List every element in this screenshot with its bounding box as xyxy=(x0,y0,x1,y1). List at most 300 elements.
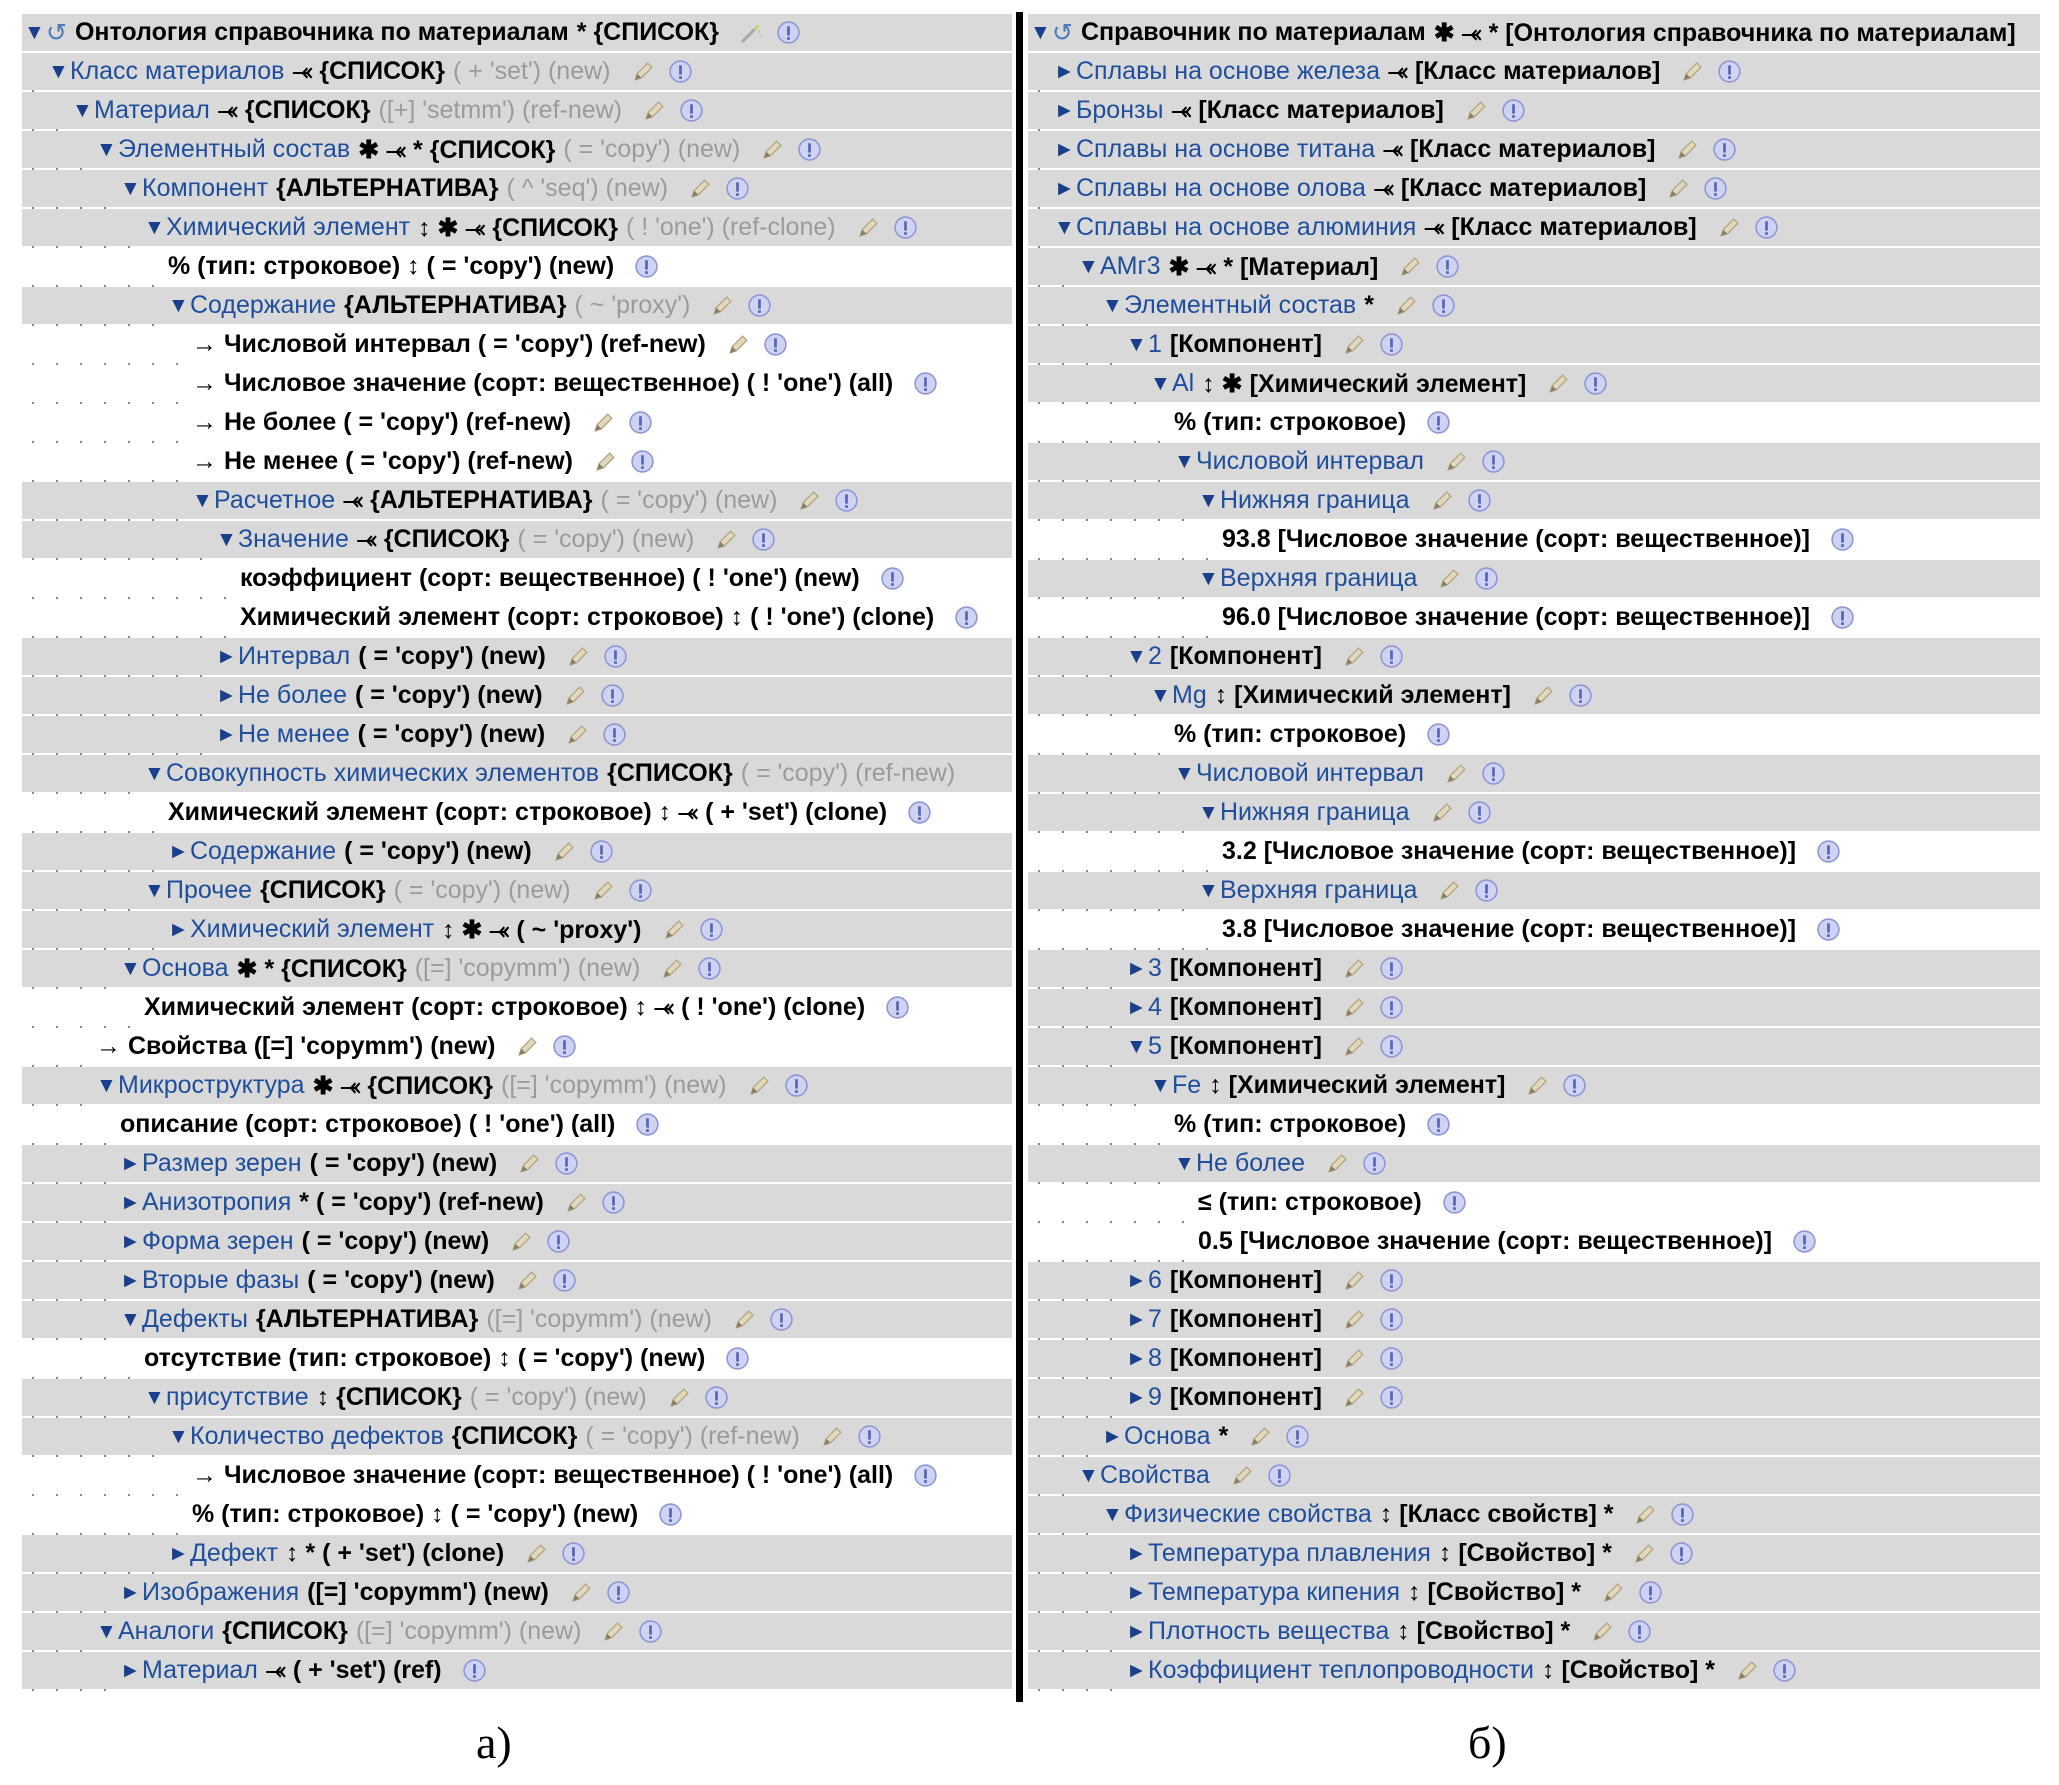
pencil-icon[interactable] xyxy=(1342,1307,1367,1332)
tree-node-онтология-справочника-по-материалам[interactable] xyxy=(22,14,1012,51)
info-icon[interactable] xyxy=(630,449,655,474)
expand-triangle-icon[interactable]: ▼ xyxy=(72,98,93,122)
node-name[interactable]: Химический элемент xyxy=(190,915,435,943)
info-icon[interactable] xyxy=(1481,449,1506,474)
expand-triangle-icon[interactable]: ▼ xyxy=(1174,449,1195,473)
info-icon[interactable] xyxy=(893,215,918,240)
expand-triangle-icon[interactable]: ▼ xyxy=(144,761,165,785)
info-icon[interactable] xyxy=(913,371,938,396)
collapse-triangle-icon[interactable]: ► xyxy=(1126,1619,1147,1643)
node-name[interactable]: Физические свойства xyxy=(1124,1500,1372,1528)
info-icon[interactable] xyxy=(1379,644,1404,669)
info-icon[interactable] xyxy=(679,98,704,123)
pencil-icon[interactable] xyxy=(856,215,881,240)
info-icon[interactable] xyxy=(1792,1229,1817,1254)
pencil-icon[interactable] xyxy=(797,488,822,513)
tree-node-2[interactable] xyxy=(1028,638,2040,675)
pencil-icon[interactable] xyxy=(1342,1034,1367,1059)
node-name[interactable]: Содержание xyxy=(190,291,337,319)
pencil-icon[interactable] xyxy=(1590,1619,1615,1644)
pencil-icon[interactable] xyxy=(747,1073,772,1098)
pencil-icon[interactable] xyxy=(509,1229,534,1254)
tree-node-химический-элемент[interactable] xyxy=(22,911,1012,948)
info-icon[interactable] xyxy=(1435,254,1460,279)
info-icon[interactable] xyxy=(1379,1346,1404,1371)
info-icon[interactable] xyxy=(907,800,932,825)
tree-leaf-тип-строковое[interactable] xyxy=(1028,1106,2040,1143)
info-icon[interactable] xyxy=(1816,839,1841,864)
expand-triangle-icon[interactable]: ▼ xyxy=(48,59,69,83)
tree-node-материал[interactable] xyxy=(22,1652,1012,1689)
node-name[interactable]: Материал xyxy=(94,96,210,124)
node-name[interactable]: Вторые фазы xyxy=(142,1266,300,1294)
tree-node-размер-зерен[interactable] xyxy=(22,1145,1012,1182)
collapse-triangle-icon[interactable]: ► xyxy=(1102,1424,1123,1448)
collapse-triangle-icon[interactable]: ► xyxy=(120,1151,141,1175)
pencil-icon[interactable] xyxy=(714,527,739,552)
expand-triangle-icon[interactable]: ▼ xyxy=(1102,1502,1123,1526)
tree-leaf-свойства-copymm-n[interactable] xyxy=(22,1028,1012,1065)
info-icon[interactable] xyxy=(880,566,905,591)
expand-triangle-icon[interactable]: ▼ xyxy=(96,137,117,161)
expand-triangle-icon[interactable]: ▼ xyxy=(96,1619,117,1643)
node-name[interactable]: Плотность вещества xyxy=(1148,1617,1390,1645)
pencil-icon[interactable] xyxy=(517,1151,542,1176)
pencil-icon[interactable] xyxy=(631,59,656,84)
collapse-triangle-icon[interactable]: ► xyxy=(216,722,237,746)
wand-icon[interactable] xyxy=(739,20,764,45)
info-icon[interactable] xyxy=(1285,1424,1310,1449)
info-icon[interactable] xyxy=(589,839,614,864)
pencil-icon[interactable] xyxy=(642,98,667,123)
pencil-icon[interactable] xyxy=(732,1307,757,1332)
pencil-icon[interactable] xyxy=(1394,293,1419,318)
info-icon[interactable] xyxy=(1379,1385,1404,1410)
node-name[interactable]: Свойства xyxy=(1100,1461,1210,1489)
pencil-icon[interactable] xyxy=(660,956,685,981)
tree-node-сплавы-на-основе-железа[interactable] xyxy=(1028,53,2040,90)
tree-node-значение[interactable] xyxy=(22,521,1012,558)
info-icon[interactable] xyxy=(1816,917,1841,942)
pencil-icon[interactable] xyxy=(1444,761,1469,786)
expand-triangle-icon[interactable]: ▼ xyxy=(96,1073,117,1097)
expand-triangle-icon[interactable]: ▼ xyxy=(1126,332,1147,356)
node-name[interactable]: Значение xyxy=(238,525,349,553)
node-name[interactable]: Расчетное xyxy=(214,486,336,514)
node-name[interactable]: Размер зерен xyxy=(142,1149,302,1177)
tree-node-элементный-состав[interactable] xyxy=(1028,287,2040,324)
tree-node-микроструктура[interactable] xyxy=(22,1067,1012,1104)
pencil-icon[interactable] xyxy=(1342,956,1367,981)
pencil-icon[interactable] xyxy=(601,1619,626,1644)
node-name[interactable]: Класс материалов xyxy=(70,57,285,85)
pencil-icon[interactable] xyxy=(667,1385,692,1410)
node-name[interactable]: Содержание xyxy=(190,837,337,865)
tree-leaf-0-5-числовое-значение-сорт[interactable] xyxy=(1028,1223,2040,1260)
pencil-icon[interactable] xyxy=(1437,878,1462,903)
expand-triangle-icon[interactable]: ▼ xyxy=(144,215,165,239)
tree-leaf-96-0-числовое-значение-сор[interactable] xyxy=(1028,599,2040,636)
tree-leaf-химический-элемент-сорт-ст[interactable] xyxy=(22,989,1012,1026)
node-name[interactable]: 3 xyxy=(1148,954,1162,982)
info-icon[interactable] xyxy=(1712,137,1737,162)
tree-node-количество-дефектов[interactable] xyxy=(22,1418,1012,1455)
pencil-icon[interactable] xyxy=(688,176,713,201)
info-icon[interactable] xyxy=(885,995,910,1020)
tree-node-верхняя-граница[interactable] xyxy=(1028,560,2040,597)
node-name[interactable]: Не менее xyxy=(238,720,350,748)
info-icon[interactable] xyxy=(546,1229,571,1254)
expand-triangle-icon[interactable]: ▼ xyxy=(1198,566,1219,590)
tree-leaf-химический-элемент-сорт-ст[interactable] xyxy=(22,794,1012,831)
pencil-icon[interactable] xyxy=(515,1034,540,1059)
tree-node-1[interactable] xyxy=(1028,326,2040,363)
node-name[interactable]: Химический элемент xyxy=(166,213,411,241)
tree-node-физические-свойства[interactable] xyxy=(1028,1496,2040,1533)
tree-node-основа[interactable] xyxy=(22,950,1012,987)
collapse-triangle-icon[interactable]: ► xyxy=(1054,137,1075,161)
info-icon[interactable] xyxy=(704,1385,729,1410)
info-icon[interactable] xyxy=(1638,1580,1663,1605)
pencil-icon[interactable] xyxy=(1342,1385,1367,1410)
info-icon[interactable] xyxy=(1583,371,1608,396)
info-icon[interactable] xyxy=(628,878,653,903)
info-icon[interactable] xyxy=(834,488,859,513)
tree-node-аналоги[interactable] xyxy=(22,1613,1012,1650)
pencil-icon[interactable] xyxy=(1430,800,1455,825)
pencil-icon[interactable] xyxy=(566,644,591,669)
pencil-icon[interactable] xyxy=(569,1580,594,1605)
expand-triangle-icon[interactable]: ▼ xyxy=(1102,293,1123,317)
info-icon[interactable] xyxy=(725,176,750,201)
pencil-icon[interactable] xyxy=(591,878,616,903)
info-icon[interactable] xyxy=(638,1619,663,1644)
node-name[interactable]: Не более xyxy=(1196,1149,1305,1177)
refresh-icon[interactable]: ↺ xyxy=(46,18,67,47)
tree-node-fe[interactable] xyxy=(1028,1067,2040,1104)
collapse-triangle-icon[interactable]: ► xyxy=(216,683,237,707)
pencil-icon[interactable] xyxy=(1342,1346,1367,1371)
expand-triangle-icon[interactable]: ▼ xyxy=(1150,371,1171,395)
info-icon[interactable] xyxy=(1568,683,1593,708)
pencil-icon[interactable] xyxy=(1531,683,1556,708)
expand-triangle-icon[interactable]: ▼ xyxy=(168,1424,189,1448)
info-icon[interactable] xyxy=(1426,410,1451,435)
tree-node-верхняя-граница[interactable] xyxy=(1028,872,2040,909)
tree-leaf-тип-строковое[interactable] xyxy=(1028,1184,2040,1221)
info-icon[interactable] xyxy=(776,20,801,45)
info-icon[interactable] xyxy=(552,1268,577,1293)
pencil-icon[interactable] xyxy=(1248,1424,1273,1449)
collapse-triangle-icon[interactable]: ► xyxy=(1126,1541,1147,1565)
node-name[interactable]: Аналоги xyxy=(118,1617,215,1645)
tree-leaf-числовой-интервал-cop[interactable] xyxy=(22,326,1012,363)
tree-node-вторые-фазы[interactable] xyxy=(22,1262,1012,1299)
tree-node-нижняя-граница[interactable] xyxy=(1028,482,2040,519)
tree-node-материал[interactable] xyxy=(22,92,1012,129)
node-name[interactable]: Элементный состав xyxy=(118,135,351,163)
tree-node-8[interactable] xyxy=(1028,1340,2040,1377)
tree-node-не-менее[interactable] xyxy=(22,716,1012,753)
collapse-triangle-icon[interactable]: ► xyxy=(1126,1658,1147,1682)
pencil-icon[interactable] xyxy=(1342,644,1367,669)
tree-leaf-тип-строковое[interactable] xyxy=(1028,716,2040,753)
node-name[interactable]: Форма зерен xyxy=(142,1227,294,1255)
expand-triangle-icon[interactable]: ▼ xyxy=(1078,254,1099,278)
info-icon[interactable] xyxy=(697,956,722,981)
pencil-icon[interactable] xyxy=(710,293,735,318)
expand-triangle-icon[interactable]: ▼ xyxy=(1198,800,1219,824)
info-icon[interactable] xyxy=(606,1580,631,1605)
node-name[interactable]: Сплавы на основе титана xyxy=(1076,135,1376,163)
expand-triangle-icon[interactable]: ▼ xyxy=(1150,683,1171,707)
pencil-icon[interactable] xyxy=(1675,137,1700,162)
pencil-icon[interactable] xyxy=(1735,1658,1760,1683)
expand-triangle-icon[interactable]: ▼ xyxy=(1126,644,1147,668)
collapse-triangle-icon[interactable]: ► xyxy=(1126,956,1147,980)
pencil-icon[interactable] xyxy=(1398,254,1423,279)
tree-node-al[interactable] xyxy=(1028,365,2040,402)
node-name[interactable]: Числовой интервал xyxy=(1196,447,1424,475)
pencil-icon[interactable] xyxy=(662,917,687,942)
tree-leaf-тип-строковое-co[interactable] xyxy=(22,1496,1012,1533)
info-icon[interactable] xyxy=(1379,995,1404,1020)
collapse-triangle-icon[interactable]: ► xyxy=(1054,98,1075,122)
info-icon[interactable] xyxy=(1267,1463,1292,1488)
tree-node-бронзы[interactable] xyxy=(1028,92,2040,129)
expand-triangle-icon[interactable]: ▼ xyxy=(1150,1073,1171,1097)
info-icon[interactable] xyxy=(634,254,659,279)
collapse-triangle-icon[interactable]: ► xyxy=(1126,1268,1147,1292)
info-icon[interactable] xyxy=(699,917,724,942)
expand-triangle-icon[interactable]: ▼ xyxy=(1198,878,1219,902)
info-icon[interactable] xyxy=(1830,605,1855,630)
info-icon[interactable] xyxy=(552,1034,577,1059)
tree-node-присутствие[interactable] xyxy=(22,1379,1012,1416)
tree-node-6[interactable] xyxy=(1028,1262,2040,1299)
node-name[interactable]: Онтология справочника по материалам xyxy=(74,18,569,46)
tree-leaf-числовое-значение-сорт-в[interactable] xyxy=(22,365,1012,402)
tree-node-числовой-интервал[interactable] xyxy=(1028,443,2040,480)
collapse-triangle-icon[interactable]: ► xyxy=(168,917,189,941)
tree-node-3[interactable] xyxy=(1028,950,2040,987)
info-icon[interactable] xyxy=(1474,566,1499,591)
info-icon[interactable] xyxy=(561,1541,586,1566)
pencil-icon[interactable] xyxy=(1437,566,1462,591)
pencil-icon[interactable] xyxy=(1342,332,1367,357)
expand-triangle-icon[interactable]: ▼ xyxy=(192,488,213,512)
node-name[interactable]: Дефекты xyxy=(142,1305,248,1333)
node-name[interactable]: Основа xyxy=(1124,1422,1211,1450)
info-icon[interactable] xyxy=(1474,878,1499,903)
pencil-icon[interactable] xyxy=(1546,371,1571,396)
collapse-triangle-icon[interactable]: ► xyxy=(1126,1385,1147,1409)
pencil-icon[interactable] xyxy=(1430,488,1455,513)
pencil-icon[interactable] xyxy=(552,839,577,864)
pencil-icon[interactable] xyxy=(593,449,618,474)
collapse-triangle-icon[interactable]: ► xyxy=(216,644,237,668)
pencil-icon[interactable] xyxy=(564,1190,589,1215)
info-icon[interactable] xyxy=(658,1502,683,1527)
tree-node-основа[interactable] xyxy=(1028,1418,2040,1455)
node-name[interactable]: Температура кипения xyxy=(1148,1578,1401,1606)
info-icon[interactable] xyxy=(913,1463,938,1488)
tree-leaf-3-2-числовое-значение-сорт[interactable] xyxy=(1028,833,2040,870)
info-icon[interactable] xyxy=(668,59,693,84)
tree-node-элементный-состав[interactable] xyxy=(22,131,1012,168)
expand-triangle-icon[interactable]: ▼ xyxy=(144,878,165,902)
collapse-triangle-icon[interactable]: ► xyxy=(1054,176,1075,200)
tree-leaf-не-менее-copy-ref[interactable] xyxy=(22,443,1012,480)
info-icon[interactable] xyxy=(1442,1190,1467,1215)
node-name[interactable]: Не более xyxy=(238,681,347,709)
expand-triangle-icon[interactable]: ▼ xyxy=(120,176,141,200)
info-icon[interactable] xyxy=(1627,1619,1652,1644)
node-name[interactable]: Микроструктура xyxy=(118,1071,305,1099)
tree-node-сплавы-на-основе-титана[interactable] xyxy=(1028,131,2040,168)
node-name[interactable]: Al xyxy=(1172,369,1195,397)
expand-triangle-icon[interactable]: ▼ xyxy=(120,956,141,980)
info-icon[interactable] xyxy=(1830,527,1855,552)
pencil-icon[interactable] xyxy=(820,1424,845,1449)
node-name[interactable]: Fe xyxy=(1172,1071,1202,1099)
collapse-triangle-icon[interactable]: ► xyxy=(1126,1307,1147,1331)
info-icon[interactable] xyxy=(1467,800,1492,825)
info-icon[interactable] xyxy=(1754,215,1779,240)
tree-node-прочее[interactable] xyxy=(22,872,1012,909)
tree-node-форма-зерен[interactable] xyxy=(22,1223,1012,1260)
expand-triangle-icon[interactable]: ▼ xyxy=(168,293,189,317)
info-icon[interactable] xyxy=(747,293,772,318)
tree-node-дефекты[interactable] xyxy=(22,1301,1012,1338)
pencil-icon[interactable] xyxy=(1230,1463,1255,1488)
node-name[interactable]: Компонент xyxy=(142,174,269,202)
pencil-icon[interactable] xyxy=(515,1268,540,1293)
tree-node-амг3[interactable] xyxy=(1028,248,2040,285)
info-icon[interactable] xyxy=(1703,176,1728,201)
node-name[interactable]: Нижняя граница xyxy=(1220,486,1410,514)
info-icon[interactable] xyxy=(1362,1151,1387,1176)
pencil-icon[interactable] xyxy=(760,137,785,162)
node-name[interactable]: Количество дефектов xyxy=(190,1422,444,1450)
node-name[interactable]: 2 xyxy=(1148,642,1162,670)
node-name[interactable]: Сплавы на основе железа xyxy=(1076,57,1381,85)
pencil-icon[interactable] xyxy=(1525,1073,1550,1098)
node-name[interactable]: Материал xyxy=(142,1656,258,1684)
tree-leaf-отсутствие-тип-строковое[interactable] xyxy=(22,1340,1012,1377)
pencil-icon[interactable] xyxy=(563,683,588,708)
pencil-icon[interactable] xyxy=(1717,215,1742,240)
tree-node-9[interactable] xyxy=(1028,1379,2040,1416)
expand-triangle-icon[interactable]: ▼ xyxy=(1030,20,1051,44)
expand-triangle-icon[interactable]: ▼ xyxy=(1054,215,1075,239)
tree-leaf-тип-строковое[interactable] xyxy=(1028,404,2040,441)
node-name[interactable]: Числовой интервал xyxy=(1196,759,1424,787)
pencil-icon[interactable] xyxy=(1633,1502,1658,1527)
node-name[interactable]: 8 xyxy=(1148,1344,1162,1372)
info-icon[interactable] xyxy=(1426,722,1451,747)
expand-triangle-icon[interactable]: ▼ xyxy=(144,1385,165,1409)
node-name[interactable]: Основа xyxy=(142,954,229,982)
info-icon[interactable] xyxy=(1379,1268,1404,1293)
info-icon[interactable] xyxy=(1379,1034,1404,1059)
expand-triangle-icon[interactable]: ▼ xyxy=(1078,1463,1099,1487)
pencil-icon[interactable] xyxy=(1666,176,1691,201)
node-name[interactable]: Сплавы на основе алюминия xyxy=(1076,213,1417,241)
node-name[interactable]: Интервал xyxy=(238,642,351,670)
tree-node-сплавы-на-основе-олова[interactable] xyxy=(1028,170,2040,207)
info-icon[interactable] xyxy=(1772,1658,1797,1683)
info-icon[interactable] xyxy=(1670,1502,1695,1527)
expand-triangle-icon[interactable]: ▼ xyxy=(24,20,45,44)
tree-node-7[interactable] xyxy=(1028,1301,2040,1338)
info-icon[interactable] xyxy=(1379,956,1404,981)
info-icon[interactable] xyxy=(635,1112,660,1137)
node-name[interactable]: присутствие xyxy=(166,1383,309,1411)
node-name[interactable]: Нижняя граница xyxy=(1220,798,1410,826)
info-icon[interactable] xyxy=(725,1346,750,1371)
pencil-icon[interactable] xyxy=(1632,1541,1657,1566)
info-icon[interactable] xyxy=(1481,761,1506,786)
expand-triangle-icon[interactable]: ▼ xyxy=(1126,1034,1147,1058)
info-icon[interactable] xyxy=(1379,332,1404,357)
tree-node-плотность-вещества[interactable] xyxy=(1028,1613,2040,1650)
node-name[interactable]: Mg xyxy=(1172,681,1207,709)
node-name[interactable]: 6 xyxy=(1148,1266,1162,1294)
expand-triangle-icon[interactable]: ▼ xyxy=(216,527,237,551)
collapse-triangle-icon[interactable]: ► xyxy=(1054,59,1075,83)
info-icon[interactable] xyxy=(600,683,625,708)
tree-node-расчетное[interactable] xyxy=(22,482,1012,519)
node-name[interactable]: Прочее xyxy=(166,876,253,904)
pencil-icon[interactable] xyxy=(1464,98,1489,123)
info-icon[interactable] xyxy=(1426,1112,1451,1137)
tree-node-температура-кипения[interactable] xyxy=(1028,1574,2040,1611)
info-icon[interactable] xyxy=(1467,488,1492,513)
info-icon[interactable] xyxy=(769,1307,794,1332)
tree-leaf-3-8-числовое-значение-сорт[interactable] xyxy=(1028,911,2040,948)
info-icon[interactable] xyxy=(954,605,979,630)
tree-node-содержание[interactable] xyxy=(22,287,1012,324)
tree-node-свойства[interactable] xyxy=(1028,1457,2040,1494)
tree-node-анизотропия[interactable] xyxy=(22,1184,1012,1221)
tree-node-интервал[interactable] xyxy=(22,638,1012,675)
node-name[interactable]: Анизотропия xyxy=(142,1188,292,1216)
node-name[interactable]: Дефект xyxy=(190,1539,278,1567)
tree-node-4[interactable] xyxy=(1028,989,2040,1026)
tree-node-изображения[interactable] xyxy=(22,1574,1012,1611)
expand-triangle-icon[interactable]: ▼ xyxy=(1174,761,1195,785)
tree-node-5[interactable] xyxy=(1028,1028,2040,1065)
tree-node-совокупность-химических-элементов[interactable] xyxy=(22,755,1012,792)
info-icon[interactable] xyxy=(763,332,788,357)
info-icon[interactable] xyxy=(1669,1541,1694,1566)
node-name[interactable]: Элементный состав xyxy=(1124,291,1357,319)
tree-node-дефект[interactable] xyxy=(22,1535,1012,1572)
tree-leaf-тип-строковое-co[interactable] xyxy=(22,248,1012,285)
collapse-triangle-icon[interactable]: ► xyxy=(168,1541,189,1565)
pencil-icon[interactable] xyxy=(565,722,590,747)
info-icon[interactable] xyxy=(603,644,628,669)
node-name[interactable]: АМг3 xyxy=(1100,252,1161,280)
tree-leaf-не-более-copy-ref[interactable] xyxy=(22,404,1012,441)
pencil-icon[interactable] xyxy=(726,332,751,357)
info-icon[interactable] xyxy=(1379,1307,1404,1332)
info-icon[interactable] xyxy=(554,1151,579,1176)
info-icon[interactable] xyxy=(601,1190,626,1215)
collapse-triangle-icon[interactable]: ► xyxy=(120,1580,141,1604)
collapse-triangle-icon[interactable]: ► xyxy=(120,1658,141,1682)
